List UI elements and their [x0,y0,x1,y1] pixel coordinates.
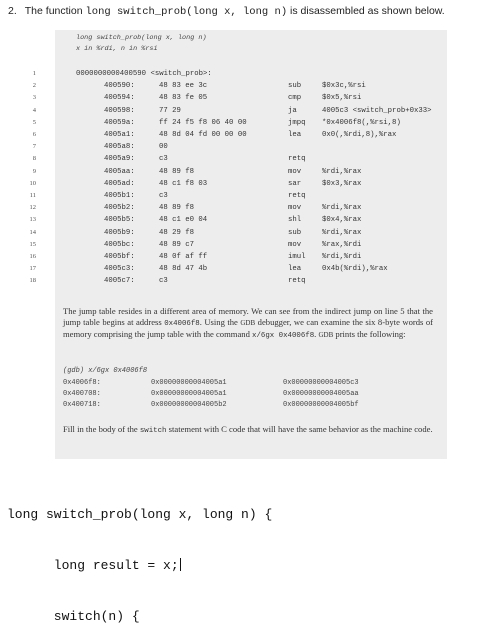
listing-line [29,204,447,215]
instruction-address: 4005b1: [104,192,135,200]
listing-line [32,70,447,81]
para2-text-2: statement with C code that will have the same behavior as the machine code. [168,424,433,434]
instruction-operands: $0x5,%rsi [322,94,362,103]
instruction-mnemonic: lea [288,131,302,139]
code-line-2[interactable] [7,557,272,574]
instruction-mnemonic: shl [288,216,302,225]
instruction-mnemonic: sub [288,82,302,91]
text-cursor [180,558,181,571]
question-text-before: The function [24,5,83,17]
listing-header-registers: x in %rdi, n in %rsi [76,45,158,53]
machine-bytes: 00 [159,143,168,152]
instruction-address: 400590: [104,82,135,91]
line-number: 14 [29,228,36,236]
para1-text-1: The jump table resides in a different area of memory. We can see from the indirect jump on line 5 that the jump table begins at address [63,306,433,327]
gdb-output-row [63,379,433,389]
instruction-operands: *0x4006f8(,%rsi,8) [322,118,401,127]
instruction-operands: 4005c3 <switch_prob+0x33> [322,106,432,115]
listing-line [32,106,447,118]
machine-bytes: 48 29 f8 [159,228,195,237]
line-number: 4 [32,106,36,114]
listing-line [32,82,447,93]
instruction-address: 4005a8: [104,143,135,152]
listing-line [32,143,447,154]
memory-address: 0x400708: [63,390,101,398]
instruction-operands: $0x3c,%rsi [322,82,366,91]
machine-bytes: ff 24 f5 f8 06 40 00 [159,118,247,127]
instruction-address: 4005bc: [104,240,135,249]
memory-address: 0x4006f8: [63,379,101,387]
line-number: 7 [32,143,36,151]
line-number: 3 [32,94,36,102]
question-text-after: is disassembled as shown below. [290,5,445,17]
gdb-output-row [63,390,433,400]
line-number: 13 [29,216,36,224]
memory-word: 0x00000000004005c3 [283,379,359,387]
para1-text-3: debugger, we can examine the six 8-byte words of memory comprising the jump table with the command [63,316,434,340]
para1-text-2: . Using the [199,316,238,327]
instruction-address: 4005aa: [104,167,135,176]
machine-bytes: 48 c1 f8 03 [159,179,208,188]
code-line-3[interactable]: switch(n) { [7,609,140,624]
instruction-mnemonic: retq [288,277,306,286]
listing-line [29,253,447,264]
machine-bytes: 48 0f af ff [159,253,208,261]
instruction-address: 4005a1: [104,131,135,139]
jump-table-paragraph [63,306,433,342]
instruction-operands: %rax,%rdi [322,240,362,249]
line-number: 10 [29,179,36,187]
line-number: 12 [29,204,36,212]
para1-text-5: prints the following: [335,329,406,340]
listing-line [32,155,447,166]
listing-line [29,240,447,252]
machine-bytes: 48 89 f8 [159,167,195,176]
instruction-address: 40059a: [104,118,135,127]
question-number: 2. [8,5,17,17]
instruction-address: 4005c7: [104,277,135,286]
line-number: 1 [32,70,36,77]
instruction-operands: $0x3,%rax [322,179,362,188]
machine-bytes: 48 83 ee 3c [159,82,208,91]
machine-bytes: c3 [159,277,168,286]
listing-header-signature: long switch_prob(long x, long n) [76,34,207,42]
para2-text-1: Fill in the body of the [63,424,138,434]
machine-bytes: c3 [159,192,168,200]
instruction-address: 4005b5: [104,216,135,225]
instruction-address: 4005ad: [104,179,135,188]
line-number: 6 [32,131,36,138]
memory-word: 0x00000000004005bf [283,401,359,409]
instruction-mnemonic: mov [288,204,302,213]
instruction-operands: %rdi,%rax [322,167,362,176]
instruction-mnemonic: mov [288,240,302,249]
listing-line [32,94,447,105]
instruction-operands: %rdi,%rax [322,228,362,237]
instruction-mnemonic: mov [288,167,302,176]
para1-text-4: . [314,329,317,340]
listing-line [29,277,447,288]
instruction-mnemonic: sar [288,179,302,188]
machine-bytes: 48 89 c7 [159,240,195,249]
question-statement [8,5,483,19]
instruction-mnemonic: retq [288,155,306,164]
instruction-address: 400594: [104,94,135,103]
instruction-address: 4005bf: [104,253,135,261]
gdb-output-row [63,401,433,411]
listing-line [29,265,447,276]
line-number: 2 [32,82,36,90]
code-line-2-text[interactable]: long result = x; [7,558,179,573]
line-number: 16 [29,253,36,260]
function-label: 0000000000400590 <switch_prob>: [76,70,212,78]
memory-address: 0x400718: [63,401,101,409]
gdb-command: (gdb) x/6gx 0x4006f8 [63,367,148,375]
para1-code-command: x/6gx 0x4006f8 [252,332,315,341]
listing-line [29,228,447,240]
instruction-address: 400598: [104,106,135,115]
textbook-figure [29,30,447,459]
answer-code-editor[interactable] [7,472,272,642]
instruction-mnemonic: imul [288,253,306,261]
instruction-operands: 0x4b(%rdi),%rax [322,265,388,274]
instruction-mnemonic: sub [288,228,302,237]
instruction-operands: %rdi,%rdi [322,253,362,261]
listing-line [29,192,447,203]
instruction-address: 4005a9: [104,155,135,164]
line-number: 17 [29,265,36,273]
line-number: 18 [29,277,36,285]
line-number: 15 [29,240,36,248]
instruction-mnemonic: lea [288,265,302,274]
instruction-mnemonic: retq [288,192,306,200]
instruction-mnemonic: cmp [288,94,302,103]
machine-bytes: 48 83 fe 05 [159,94,208,103]
line-number: 11 [29,192,36,199]
instruction-mnemonic: jmpq [288,118,306,127]
question-signature: long switch_prob(long x, long n) [85,6,288,18]
listing-line [29,216,447,227]
line-number: 8 [32,155,36,163]
para1-code-address: 0x4006f8 [164,319,200,328]
memory-word: 0x00000000004005b2 [151,401,227,409]
memory-word: 0x00000000004005aa [283,390,359,398]
machine-bytes: c3 [159,155,168,164]
instruction-address: 4005b2: [104,204,135,213]
listing-line [29,179,447,191]
memory-word: 0x00000000004005a1 [151,379,227,387]
machine-bytes: 48 8d 04 fd 00 00 00 [159,131,247,139]
listing-line [32,118,447,130]
para2-switch-keyword: switch [139,427,167,435]
line-number: 9 [32,167,36,175]
instruction-paragraph [63,424,433,437]
instruction-address: 4005b9: [104,228,135,237]
instruction-address: 4005c3: [104,265,135,274]
instruction-operands: $0x4,%rax [322,216,362,225]
instruction-operands: %rdi,%rax [322,204,362,213]
machine-bytes: 48 c1 e0 04 [159,216,208,225]
machine-bytes: 77 29 [159,106,181,115]
line-number: 5 [32,118,36,126]
instruction-operands: 0x0(,%rdi,8),%rax [322,131,397,139]
listing-line [32,167,447,179]
listing-line [32,131,447,142]
para1-gdb-1: GDB [240,318,256,327]
machine-bytes: 48 89 f8 [159,204,195,213]
code-line-1[interactable]: long switch_prob(long x, long n) { [7,507,273,522]
memory-word: 0x00000000004005a1 [151,390,227,398]
para1-gdb-2: GDB [318,331,334,340]
machine-bytes: 48 8d 47 4b [159,265,208,274]
instruction-mnemonic: ja [288,106,297,115]
